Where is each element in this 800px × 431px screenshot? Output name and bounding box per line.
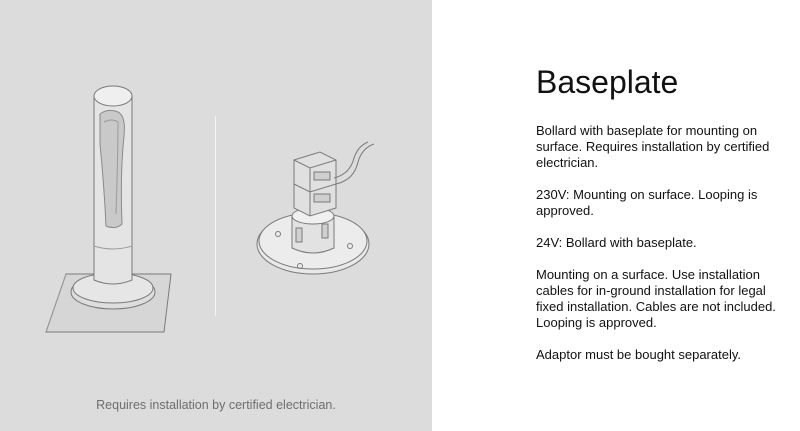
description-paragraph: Bollard with baseplate for mounting on surface. Requires installation by certified electrician. (536, 123, 770, 170)
illustration-caption: Requires installation by certified electrician. (96, 398, 336, 412)
panel-divider (215, 116, 216, 316)
description-paragraph: Mounting on a surface. Use installation cables for in-ground installation for legal fixed installation. Cables are not included. Looping is approved. (536, 267, 776, 330)
product-title: Baseplate (536, 64, 679, 100)
bollard-with-baseplate-illustration (38, 74, 188, 336)
description-paragraph: 230V: Mounting on surface. Looping is approved. (536, 187, 758, 218)
description-paragraph: Adaptor must be bought separately. (536, 347, 741, 362)
round-baseplate-connector-illustration (250, 138, 390, 278)
product-description (536, 62, 776, 379)
description-paragraph: 24V: Bollard with baseplate. (536, 235, 697, 250)
